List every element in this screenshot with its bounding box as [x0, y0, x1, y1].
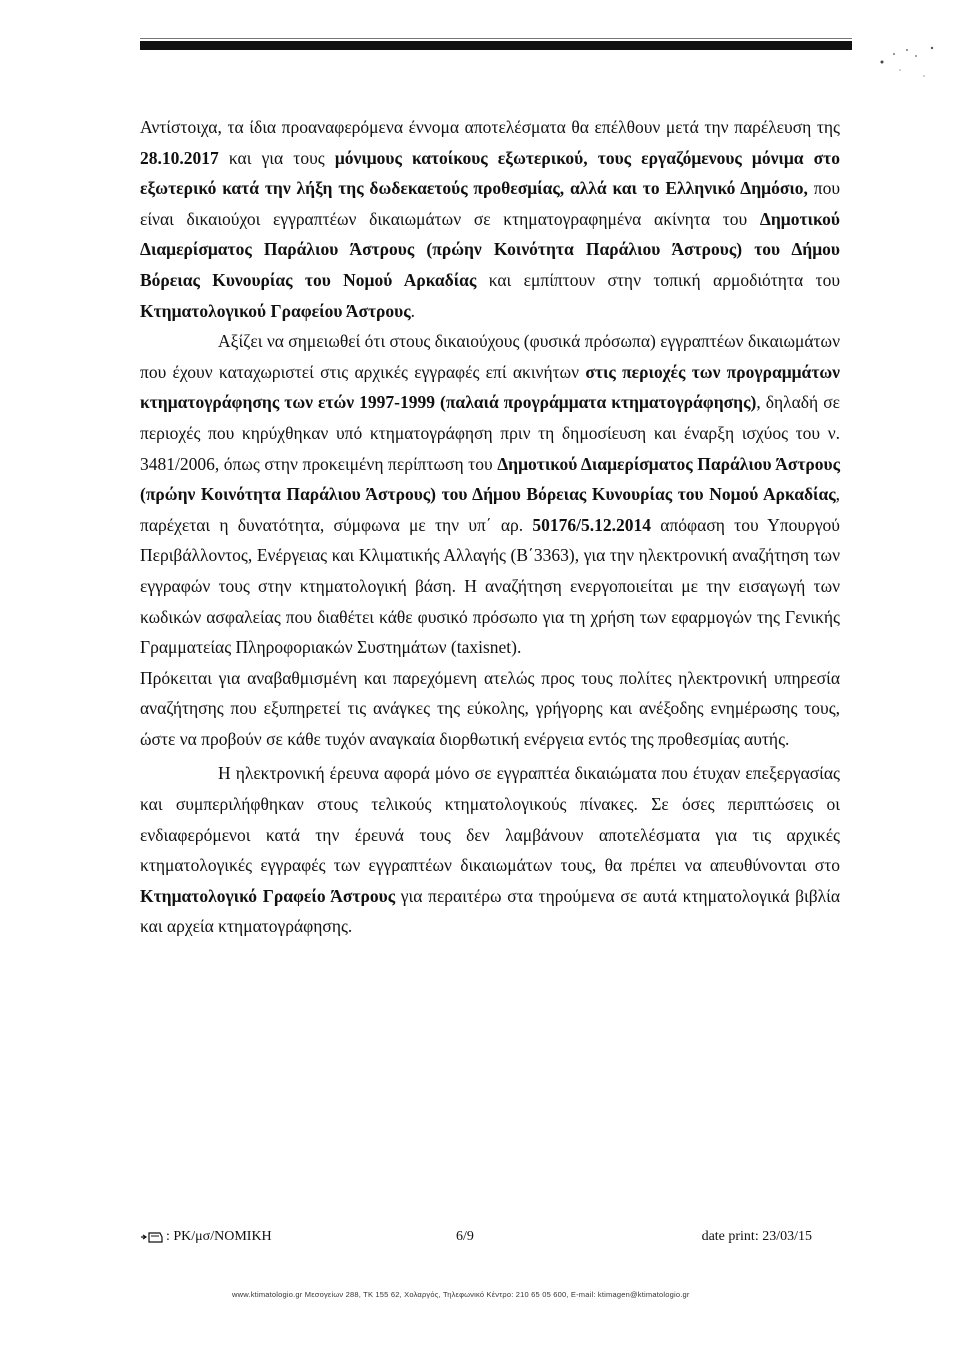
page-footer — [140, 1226, 840, 1248]
paragraph-3: Πρόκειται για αναβαθμισμένη και παρεχόμενη ατελώς προς τους πολίτες ηλεκτρονική υπηρεσία αναζήτησης που εξυπηρετεί τις ανάγκες της εύκολης, γρήγορης και ανέξοδης ενημέρωσης τους, ώστε να προβούν σε κάθε τυχόν αναγκαία διορθωτική ενέργεια εντός της προθεσμίας αυτής. — [140, 667, 840, 749]
p2-text-1: Αξίζει να σημειωθεί ότι στους δικαιούχους (φυσικά πρόσωπα) εγγραπτέων δικαιωμάτων που έχουν καταχωριστεί στις αρχικές εγγραφές επί ακινήτων — [140, 331, 840, 382]
p2-bold-district: Δημοτικού Διαμερίσματος Παράλιου Άστρους (πρώην Κοινότητα Παράλιου Άστρους) του Δήμου Βόρειας Κυνουρίας του Νομού Αρκαδίας — [140, 453, 840, 505]
p4-bold-office: Κτηματολογικό Γραφείο Άστρους — [140, 885, 396, 906]
document-body — [140, 112, 840, 942]
p2-text-3: , παρέχεται η δυνατότητα, σύμφωνα με την υπ΄ αρ. — [140, 484, 840, 535]
p1-bold-date: 28.10.2017 — [140, 147, 219, 168]
footer-page-number: 6/9 — [456, 1229, 474, 1244]
p1-bold-office: Κτηματολογικού Γραφείου Άστρους — [140, 300, 411, 321]
p2-bold-programs: στις περιοχές των προγραμμάτων κτηματογράφησης των ετών 1997-1999 (παλαιά προγράμματα κτηματογράφησης) — [140, 361, 840, 413]
p1-text-2: και για τους — [218, 147, 335, 168]
p1-text-5: . — [410, 300, 416, 321]
p1-bold-residents: μόνιμους κατοίκους εξωτερικού, τους εργαζόμενους μόνιμα στο εξωτερικό κατά την λήξη της δωδεκαετούς προθεσμίας, αλλά και το Ελληνικό Δημόσιο, — [140, 147, 840, 199]
p2-text-4: απόφαση του Υπουργού Περιβάλλοντος, Ενέργειας και Κλιματικής Αλλαγής (Β΄3363), για την ηλεκτρονική αναζήτηση των εγγραφών τους στην κτηματολογική βάση. Η αναζήτηση ενεργοποιείται με την εισαγωγή των κωδικών ασφαλείας που διαθέτει κάθε φυσικό πρόσωπο για τη χρήση των εφαρμογών της Γενικής Γραμματείας Πληροφοριακών Συστημάτων (taxisnet). — [140, 514, 840, 658]
p1-text-3: που είναι δικαιούχοι εγγραπτέων δικαιωμάτων σε κτηματογραφημένα ακίνητα του — [140, 178, 841, 229]
pointing-hand-phone-icon — [140, 1229, 164, 1245]
p1-text-1: Αντίστοιχα, τα ίδια προαναφερόμενα έννομα αποτελέσματα θα επέλθουν μετά την παρέλευση της — [140, 117, 840, 137]
header-rule — [140, 41, 852, 50]
p4-text-2: για περαιτέρω στα τηρούμενα σε αυτά κτηματολογικά βιβλία και αρχεία κτηματογράφησης. — [140, 885, 841, 937]
paragraph-4 — [140, 758, 840, 942]
p2-bold-decision: 50176/5.12.2014 — [532, 514, 652, 535]
paragraph-1 — [140, 112, 840, 326]
footer-file-ref — [140, 1226, 272, 1248]
p2-text-2: , δηλαδή σε περιοχές που κηρύχθηκαν υπό κτηματογράφηση πριν τη δημοσίευση και έναρξη ισχύος του ν. 3481/2006, όπως στην προκειμένη περίπτωση του — [140, 392, 841, 474]
footer-file-ref-text: : PK/μσ/NOMIKH — [166, 1229, 272, 1244]
footer-address: www.ktimatologio.gr Μεσογείων 288, ΤΚ 155 62, Χολαργός, Τηλεφωνικό Κέντρο: 210 65 05 600, E-mail: ktimagen@ktimatologio.gr — [232, 1290, 690, 1299]
paragraph-2 — [140, 326, 840, 663]
header-thin-rule — [140, 38, 852, 39]
p1-bold-district: Δημοτικού Διαμερίσματος Παράλιου Άστρους (πρώην Κοινότητα Παράλιου Άστρους) του Δήμου Βόρειας Κυνουρίας του Νομού Αρκαδίας — [140, 208, 840, 290]
p4-text-1: Η ηλεκτρονική έρευνα αφορά μόνο σε εγγραπτέα δικαιώματα που έτυχαν επεξεργασίας και συμπεριλήφθηκαν στους τελικούς κτηματολογικούς πίνακες. Σε όσες περιπτώσεις οι ενδιαφερόμενοι κατά την έρευνά τους δεν λαμβάνουν αποτελέσματα για τις αρχικές κτηματολογικές εγγραφές των εγγραπτέων δικαιωμάτων τους, θα πρέπει να απευθύνονται στο — [140, 763, 840, 876]
p1-text-4: και εμπίπτουν στην τοπική αρμοδιότητα του — [476, 269, 840, 290]
scan-marks — [872, 42, 942, 102]
footer-date-print: date print: 23/03/15 — [701, 1229, 812, 1244]
